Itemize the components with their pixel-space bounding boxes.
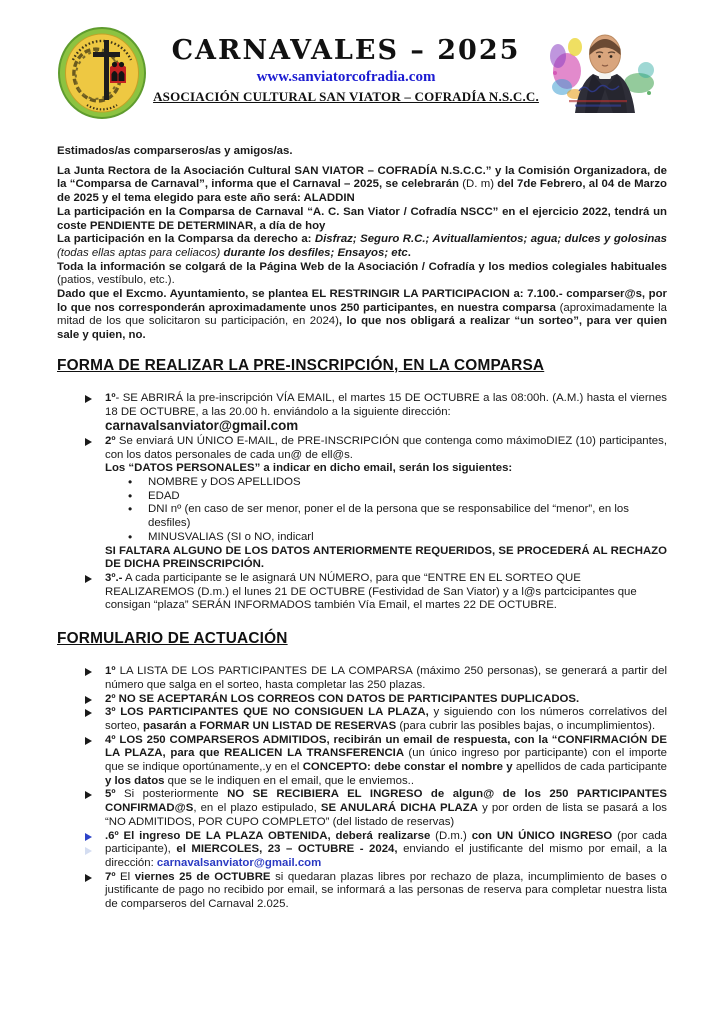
section-heading (57, 629, 667, 648)
paragraph (57, 261, 667, 288)
text-run: que se le indiquen en el email, que le enviemos.. (167, 774, 414, 787)
header-right-logo-area (543, 27, 667, 113)
dot-bullet-icon: • (128, 475, 133, 490)
text-run: 3º.- (105, 571, 123, 584)
text-run: 1º (105, 665, 116, 678)
arrow-bullet-icon (85, 788, 105, 829)
list-item-text (105, 435, 667, 476)
header-title-area (149, 27, 543, 105)
arrow-bullet-icon (85, 706, 105, 733)
text-run: pasarán a FORMAR UN LISTAD DE RESERVAS (143, 719, 400, 732)
section-heading (57, 356, 667, 375)
text-run: La participación en la Comparsa da derecho a: (57, 233, 315, 246)
list-item-text (148, 503, 667, 530)
sub-list-item (57, 531, 667, 545)
text-run: Estimados/as comparseros/as y amigos/as. (57, 145, 293, 157)
text-run: CONCEPTO: debe constar el nombre y (302, 761, 516, 774)
document-body (57, 145, 667, 912)
association-name: ASOCIACIÓN CULTURAL SAN VIATOR – COFRADÍA N.S.C.C. (153, 88, 539, 104)
text-run: y por orden de lista se pasará a los “NO ADMITIDOS, POR CUPO COMPLETO” (del listado de reservas) (105, 802, 667, 828)
text-run: (D.m.) (435, 829, 472, 842)
text-run: carnavalsanviator@gmail.com (105, 418, 299, 434)
arrow-bullet-icon (85, 665, 105, 692)
sub-list-item (57, 503, 667, 530)
text-run: (para cubrir las posibles bajas, o incumplimientos). (399, 719, 656, 732)
text-run: 2º (105, 434, 116, 447)
text-run: con UN ÚNICO INGRESO (471, 829, 618, 842)
spacer (57, 613, 667, 629)
arrow-bullet-icon (85, 734, 105, 789)
arrow-bullet-icon (85, 572, 105, 613)
document-header (57, 27, 667, 124)
founder-portrait-logo (545, 27, 667, 113)
paragraph (57, 288, 667, 343)
dot-bullet-icon: • (128, 502, 133, 517)
text-run: La participación en la Comparsa de Carnaval “A. C. San Viator / Cofradía NSCC” en el ejercicio 2022, tendrá un coste PENDIENTE DE DETERMINAR, a día de hoy (57, 205, 667, 232)
sub-list-item (57, 490, 667, 504)
text-run: Disfraz; Seguro R.C.; Avituallamientos; agua; dulces y golosinas (314, 233, 667, 246)
text-run: del 7de Febrero, al 04 de Marzo de 2025 y el tema elegido para este año será: ALADDIN (57, 178, 667, 205)
text-run: apellidos de cada participante (515, 761, 668, 774)
paragraph (57, 233, 667, 260)
text-run: Si posteriormente (115, 788, 228, 801)
list-item-text (105, 706, 667, 733)
list-item-text (105, 871, 667, 912)
text-run: (D. m) (462, 178, 495, 191)
text-run: si quedaran plazas libres por rechazo de plaza, incumplimiento de bases o justificante de pago no recibido por email, se informará a las personas de reserva para completar nuestra lista de comparseros del Carnaval 2.025. (105, 870, 667, 911)
text-run: el MIERCOLES, 23 – OCTUBRE - 2024, (176, 843, 404, 856)
sub-list-item (57, 476, 667, 490)
text-run: NOMBRE y DOS APELLIDOS (148, 476, 301, 489)
list-item-text (105, 830, 667, 871)
spacer (57, 343, 667, 356)
list-item-text (105, 572, 667, 613)
list-item (57, 788, 667, 829)
text-run: , en el plazo estipulado, (193, 802, 321, 815)
text-run: - SE ABRIRÁ la pre-inscripción VÍA EMAIL, el martes 15 DE OCTUBRE a las 08:00h. (A.M.) hasta el viernes 18 DE OCTUBRE, a las 20.00 h. enviándolo a la siguiente dirección: (105, 391, 667, 418)
list-item-text (105, 693, 667, 707)
text-run: Los “DATOS PERSONALES” a indicar en dicho email, serán los siguientes: (105, 462, 513, 475)
arrow-bullet-icon (85, 830, 105, 871)
email-link[interactable]: carnavalsanviator@gmail.com (156, 856, 322, 869)
list-item (57, 693, 667, 707)
text-run: (todas ellas aptas para celiacos) (57, 246, 224, 259)
list-item (57, 435, 667, 476)
text-run: 7º (105, 870, 116, 883)
text-run: , lo que nos obligará a realizar “un sorteo”, para ver quien sale y quien, no. (57, 315, 667, 342)
list-item-text (105, 392, 667, 435)
text-run: El (115, 870, 135, 883)
list-item (57, 392, 667, 435)
text-run: viernes 25 de OCTUBRE (134, 870, 271, 883)
text-run: SE ANULARÁ DICHA PLAZA (320, 802, 478, 815)
text-run: NO SE RECIBIERA EL INGRESO de algun@ de los 250 PARTICIPANTES CONFIRMAD@S (105, 788, 667, 815)
header-left-logo-area (57, 27, 149, 124)
text-run: enviando el justificante del mismo por email, a la dirección: (105, 843, 667, 869)
text-run: durante los desfiles; Ensayos; etc (223, 246, 408, 259)
list-continuation (105, 545, 667, 572)
text-run: (un único ingreso por participante) con el importe que se indique oportúnamente,.y en el (105, 747, 667, 774)
list-item (57, 830, 667, 871)
text-run: EDAD (148, 489, 180, 502)
dot-bullet-icon: • (128, 488, 133, 503)
list-item-text (148, 531, 667, 545)
text-run: Dado que el Excmo. Ayuntamiento, se plantea EL RESTRINGIR LA PARTICIPACION a: 7.100.- comparser@s, por lo que nos corresponderán aproximadamente unos 250 participantes, en nuestra comparsa (57, 288, 667, 314)
text-run: .6º El ingreso DE LA PLAZA OBTENIDA, deberá realizarse (105, 829, 436, 842)
paragraph (57, 206, 667, 233)
text-run: (por cada participante), (105, 829, 667, 856)
document-title: CARNAVALES – 2025 (171, 35, 521, 66)
list-item-text (148, 490, 667, 504)
spacer (57, 648, 667, 665)
arrow-bullet-icon (85, 871, 105, 912)
san-viator-crest-logo (57, 27, 147, 119)
list-item-text (105, 665, 667, 692)
list-item (57, 734, 667, 789)
text-run: y los datos (105, 774, 168, 787)
text-run: 2º NO SE ACEPTARÁN LOS CORREOS CON DATOS DE PARTICIPANTES DUPLICADOS. (105, 692, 580, 705)
paragraph (57, 165, 667, 206)
text-run: Se enviará UN ÚNICO E-MAIL, de PRE-INSCRIPCIÓN que contenga como máximoDIEZ (10) participantes, con los datos personales de cada un@ de ell@s. (105, 434, 667, 461)
text-run: 5º (105, 788, 116, 801)
text-run: LA LISTA DE LOS PARTICIPANTES DE LA COMPARSA (máximo 250 personas), se generará a partir del número que salga en el sorteo, hasta completar las 250 plazas. (105, 665, 667, 691)
text-run: MINUSVALIAS (SI o NO, indicarl (148, 530, 314, 543)
list-item-text (105, 788, 667, 829)
section-heading-text: FORMULARIO DE ACTUACIÓN (57, 630, 288, 648)
list-item-text (148, 476, 667, 490)
paragraph (57, 145, 667, 159)
text-run: (patios, vestíbulo, etc.). (57, 274, 175, 287)
text-run: SI FALTARA ALGUNO DE LOS DATOS ANTERIORMENTE REQUERIDOS, SE PROCEDERÁ AL RECHAZO DE DICHA PREINSCRIPCIÓN. (105, 544, 667, 571)
website-link[interactable]: www.sanviatorcofradia.com (256, 68, 436, 85)
text-run: 3º LOS PARTICIPANTES QUE NO CONSIGUEN LA PLAZA, (105, 706, 429, 719)
spacer (57, 375, 667, 392)
text-run: y siguiendo con los números correlativos del sorteo, (105, 706, 668, 732)
text-run: A cada participante se le asignará UN NÚMERO, para que “ENTRE EN EL SORTEO QUE REALIZAREMOS (D.m.) el lunes 21 DE OCTUBRE (Festividad de San Viator) y a l@s partcicipantes que consigan “plaza” SERÁN INFORMADOS también Vía Email, el martes 22 DE OCTUBRE. (105, 571, 637, 612)
text-run: . (407, 246, 411, 259)
arrow-bullet-icon (85, 392, 105, 435)
list-item (57, 871, 667, 912)
list-item (57, 665, 667, 692)
dot-bullet-icon: • (128, 529, 133, 544)
text-run: 1º (105, 391, 116, 404)
text-run: (aproximadamente la mitad de los que solicitaron su participación, en 2024) (57, 301, 667, 328)
arrow-bullet-icon (85, 693, 105, 707)
text-run: La Junta Rectora de la Asociación Cultural SAN VIATOR – COFRADÍA N.S.C.C.” y la Comisión Organizadora, de la “Comparsa de Carnaval”, informa que el Carnaval – 2025, se celebrarán (57, 164, 667, 191)
section-heading-text: FORMA DE REALIZAR LA PRE-INSCRIPCIÓN, EN LA COMPARSA (57, 356, 545, 374)
text-run: Toda la información se colgará de la Página Web de la Asociación / Cofradía y los medios colegiales habituales (57, 260, 667, 273)
text-run: DNI nº (en caso de ser menor, poner el de la persona que se responsabilice del “menor”, en los desfiles) (148, 503, 629, 530)
list-item (57, 572, 667, 613)
list-item (57, 706, 667, 733)
list-item-text (105, 734, 667, 789)
arrow-bullet-icon (85, 435, 105, 476)
text-run: 4º LOS 250 COMPARSEROS ADMITIDOS, recibirán un email de respuesta, con la “CONFIRMACIÓN DE LA PLAZA, para que REALICEN LA TRANSFERENCIA (105, 733, 667, 760)
